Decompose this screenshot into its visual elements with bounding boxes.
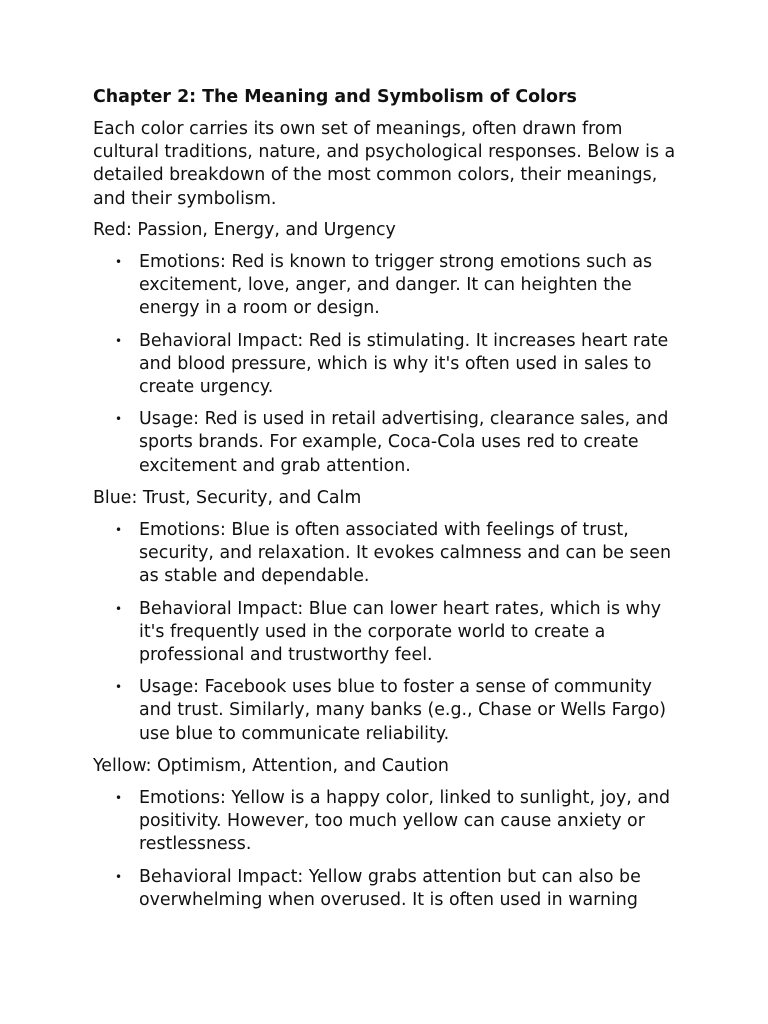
list-item: [93, 787, 683, 857]
list-item-text: Emotions: Red is known to trigger strong emotions such as excitement, love, anger, and danger. It can heighten the energy in a room or design.: [139, 252, 653, 319]
bullet-icon: •: [115, 412, 123, 427]
list-item: [93, 408, 683, 478]
list-item-text: Emotions: Blue is often associated with feelings of trust, security, and relaxation. It evokes calmness and can be seen as stable and dependable.: [139, 520, 671, 587]
intro-paragraph: Each color carries its own set of meanings, often drawn from cultural traditions, nature, and psychological responses. Below is a detailed breakdown of the most common colors, their meanings, and their symbolism.: [93, 119, 676, 209]
list-item-text: Behavioral Impact: Blue can lower heart rates, which is why it's frequently used in the corporate world to create a professional and trustworthy feel.: [139, 598, 662, 666]
list-item-text: Usage: Red is used in retail advertising, clearance sales, and sports brands. For example, Coca-Cola uses red to create excitement and grab attention.: [139, 409, 669, 476]
list-item-text: Behavioral Impact: Red is stimulating. It increases heart rate and blood pressure, which is why it's often used in sales to create urgency.: [139, 330, 669, 398]
list-item: [93, 598, 683, 668]
list-item: [93, 519, 683, 589]
bullet-list-blue: [93, 519, 683, 746]
document-page: [93, 84, 683, 921]
bullet-icon: •: [115, 601, 123, 616]
list-item: [93, 676, 683, 746]
bullet-icon: •: [115, 869, 123, 884]
list-item: [93, 251, 683, 321]
list-item: [93, 866, 683, 912]
list-item: [93, 330, 683, 400]
section-heading-red: Red: Passion, Energy, and Urgency: [93, 219, 396, 240]
bullet-icon: •: [115, 333, 123, 348]
bullet-icon: •: [115, 255, 123, 270]
bullet-icon: •: [115, 791, 123, 806]
list-item-text: Emotions: Yellow is a happy color, linked to sunlight, joy, and positivity. However, too much yellow can cause anxiety or restlessness.: [139, 788, 671, 855]
section-heading-blue: Blue: Trust, Security, and Calm: [93, 487, 362, 508]
list-item-text: Usage: Facebook uses blue to foster a sense of community and trust. Similarly, many banks (e.g., Chase or Wells Fargo) use blue to communicate reliability.: [139, 677, 667, 744]
bullet-list-yellow: [93, 787, 683, 912]
chapter-title: Chapter 2: The Meaning and Symbolism of Colors: [93, 87, 577, 107]
list-item-text: Behavioral Impact: Yellow grabs attention but can also be overwhelming when overused. It is often used in warning: [139, 866, 641, 910]
bullet-icon: •: [115, 680, 123, 695]
section-heading-yellow: Yellow: Optimism, Attention, and Caution: [93, 755, 449, 776]
bullet-icon: •: [115, 523, 123, 538]
bullet-list-red: [93, 251, 683, 478]
